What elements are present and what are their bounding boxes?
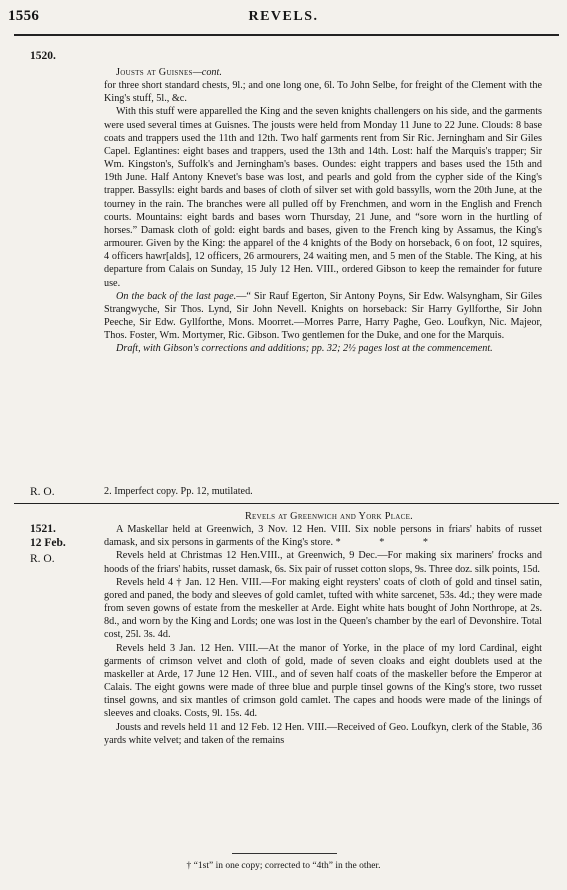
page-number: 1556: [8, 8, 40, 24]
imperfect-copy-line: [104, 485, 542, 498]
margin-ro-2: R. O.: [30, 553, 55, 565]
paragraph: [104, 523, 542, 549]
margin-date: 12 Feb.: [30, 537, 66, 549]
running-title: REVELS.: [248, 9, 319, 24]
paragraph: [104, 290, 542, 343]
ellipsis-stars: * * *: [335, 537, 446, 549]
revels-section: [104, 510, 542, 747]
italic-lead: On the back of the last page.: [116, 290, 237, 302]
page-header: [0, 6, 567, 34]
paragraph: Revels held 4 † Jan. 12 Hen. VIII.—For making eight reysters' coats of cloth of gold and tinsel satin, gored and paned, the body and sleeves of gold camlet, tufted with white sarcenet, 53s. 4d.; they were made from seven gowns of estate from the meskeller at Arde. Eight white hats bought of John Northrope, at 2s. 8d., and worn by the King and Lords; one was lost in the Queen's chamber by the earl of Devonshire. Total cost, 25l. 3s. 4d.: [104, 576, 542, 641]
footnote-rule: [232, 853, 337, 854]
section-heading-revels: Revels at Greenwich and York Place.: [244, 511, 414, 522]
paragraph: Jousts and revels held 11 and 12 Feb. 12 Hen. VIII.—Received of Geo. Loufkyn, clerk of the Stable, 36 yards white velvet; and taken of the remains: [104, 721, 542, 746]
section-heading-jousts: [104, 66, 542, 79]
imperfect-copy-text: 2. Imperfect copy. Pp. 12, mutilated.: [104, 486, 253, 497]
footnote: † “1st” in one copy; corrected to “4th” in the other.: [186, 861, 381, 871]
margin-year-1520: 1520.: [30, 50, 56, 62]
paragraph-text: —“ Sir Rauf Egerton, Sir Antony Poyns, Sir Edw. Walsyngham, Sir Giles Strangwyche, Sir Thos. Lynd, Sir John Nevell. Knights on horseback: Sir Harry Gyllforthe, Sir John Peeche, Sir Edw. Gyllforthe, Mons. Moorret.—Morres Parre, Harry Paghe, Geo. Loufkyn, Nic. Majeor, Thos. Foster, Wm. Mortymer, Ric. Gibson. Two gentlemen for the Duke, and one for the Marquis.: [104, 290, 542, 342]
margin-ro-1: R. O.: [30, 486, 55, 498]
heading-text: Jousts at Guisnes: [116, 67, 193, 78]
section-divider: [14, 503, 559, 504]
margin-year-1521: 1521.: [30, 523, 56, 535]
paragraph: Revels held 3 Jan. 12 Hen. VIII.—At the manor of Yorke, in the place of my lord Cardinal, eight garments of crimson velvet and cloth of gold, made of seven cloaks and eight doublets used at the maskeller at Arde, 17 June 12 Hen. VIII., and of seven half coats of the maskeller before the Emperor at Calais. The eight gowns were made of three blue and purple tinsel gowns of the King's store, two russet tinsel gowns, and six mantles of crimson gold camlet. The capes and hoods were made of the linings of sleeves and cloaks. Costs, 9l. 15s. 4d.: [104, 642, 542, 720]
heading-cont: —cont.: [192, 67, 222, 78]
header-rule: [14, 34, 559, 36]
draft-note: [104, 342, 542, 355]
paragraph: With this stuff were apparelled the King and the seven knights challengers on his side, and the garments were used several times at Guisnes. The jousts were held from Monday 11 June to 22 June. Clouds: 8 base coats and trappers used the 11th and 12th. Two half garments rent from Sir Ric. Jerningham and Sir Giles Capel. Eglantines: eight bases and trappers, used the 13th and 14th. Lost: half the Marquis's trapper; Sir Wm. Kingston's, Suffolk's and Jerningham's bases. Oundes: eight trappers and bases used the 15th and 19th June. Half Antony Knevet's base was lost, and pearls and gold from the cypher side of the King's trapper. Bassylls: eight bards and bases of cloth of silver set with gold bassylls, worn the 20th June, at the tourney in the rain. The branches were all pulled off by Frenchmen, and worn in the English and French courts. Mountains: eight bards and bases worn Thursday, 21 June, and “sore worn in the hurtling of horses.” Damask cloth of gold: eight bards and bases, given to the French king by Assamus, the King's armourer. Given by the King: the apparel of the 4 knights of the Body on horseback, 6 on foot, 12 squires, 4 officers hawr[alds], 12 officers, 26 armourers, 24 waiting men, and 5 men of the Stable. The King, at his departure from Calais on Sunday, 15 July 12 Hen. VIII., ordered Gibson to keep the remainder for future use.: [104, 106, 542, 289]
draft-note-text: Draft, with Gibson's corrections and additions; pp. 32; 2½ pages lost at the commencement.: [116, 343, 493, 355]
paragraph-text: A Maskellar held at Greenwich, 3 Nov. 12 Hen. VIII. Six noble persons in friars' habits of russet damask, and six persons in garments of the King's store.: [104, 524, 542, 549]
jousts-section: [104, 66, 542, 355]
paragraph: Revels held at Christmas 12 Hen.VIII., at Greenwich, 9 Dec.—For making six mariners' frocks and hoods of the friars' habits, russet damask, 6s. Six pair of russet cotton slops, 9s. Three doz. silk points, 15d.: [104, 550, 542, 575]
paragraph: for three short standard chests, 9l.; and one long one, 6l. To John Selbe, for freight of the Clement with the King's stuff, 5l., &c.: [104, 80, 542, 105]
